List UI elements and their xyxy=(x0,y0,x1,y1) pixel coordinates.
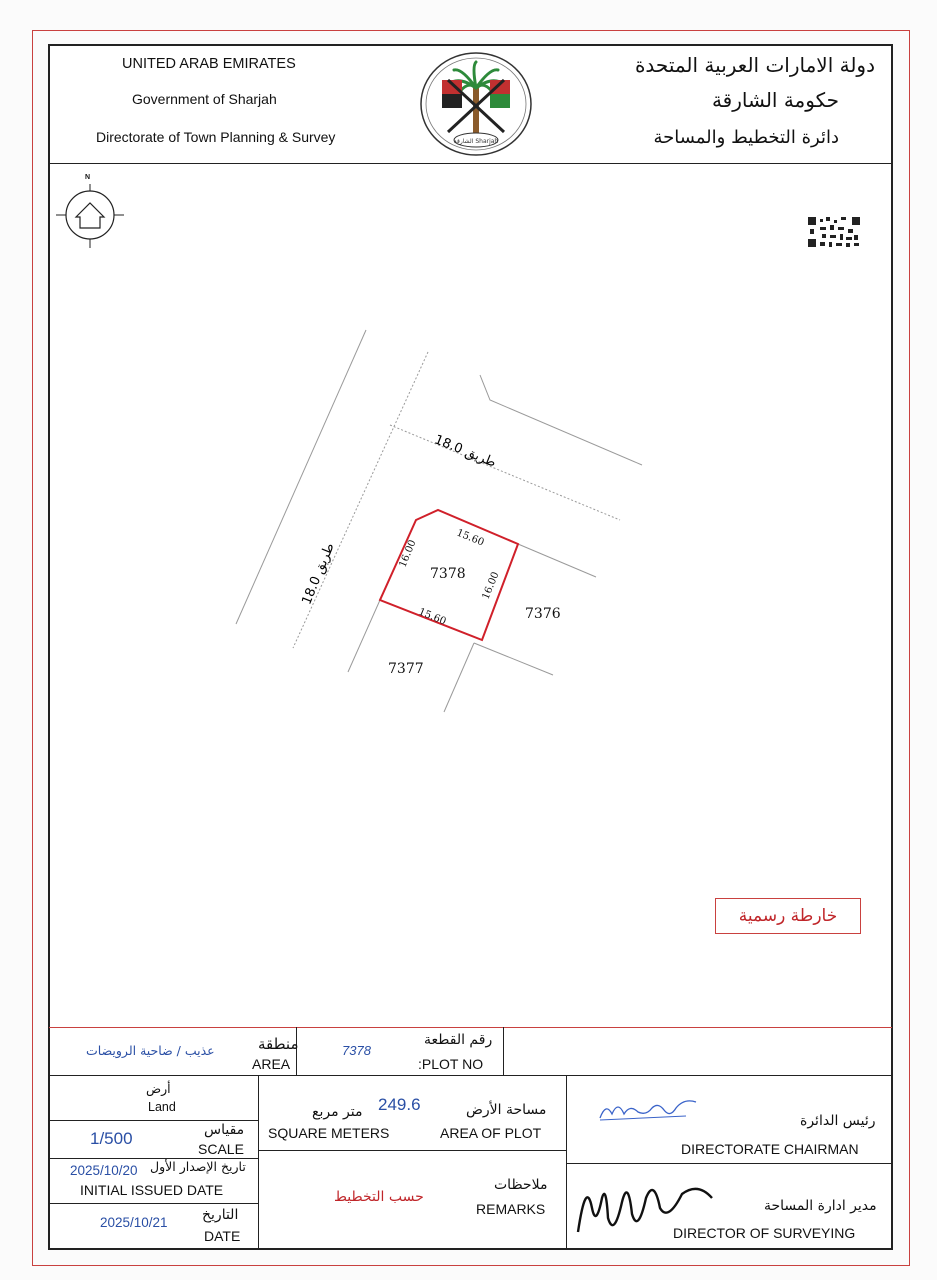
dim-right: 16.00 xyxy=(480,570,502,602)
emblem-text: الشارقة Sharjah xyxy=(453,138,499,145)
header-ar-government: حكومة الشارقة xyxy=(711,88,839,112)
remarks-label-en: REMARKS xyxy=(476,1201,546,1217)
table-top-red-line xyxy=(49,1027,892,1028)
land-type-ar: أرض xyxy=(146,1081,171,1096)
initial-date-value: 2025/10/20 xyxy=(70,1163,138,1178)
road-label-left: طريق 18.0 xyxy=(299,540,338,607)
header-ar-country: دولة الامارات العربية المتحدة xyxy=(634,53,875,77)
chairman-label-ar: رئيس الدائرة xyxy=(800,1113,876,1129)
official-map-stamp: خارطة رسمية xyxy=(715,898,861,934)
road-top-edge-outer xyxy=(480,375,642,465)
plot-no-value: 7378 xyxy=(342,1043,371,1058)
initial-date-label-ar: تاريخ الإصدار الأول xyxy=(150,1159,246,1174)
initial-date-label-en: INITIAL ISSUED DATE xyxy=(80,1182,224,1198)
plot-number-right: 7376 xyxy=(525,606,561,622)
area-of-plot-value: 249.6 xyxy=(378,1095,421,1114)
header-ar-directorate: دائرة التخطيط والمساحة xyxy=(653,127,839,148)
compass-north-label: N xyxy=(85,174,91,181)
sqm-label-en: SQUARE METERS xyxy=(268,1125,390,1141)
plot-no-label-ar: رقم القطعة xyxy=(424,1032,493,1048)
area-of-plot-label-ar: مساحة الأرض xyxy=(466,1102,547,1118)
scale-label-en: SCALE xyxy=(198,1141,244,1157)
date-value: 2025/10/21 xyxy=(100,1215,168,1230)
plot-no-label-en: :PLOT NO xyxy=(418,1056,484,1072)
surveying-label-en: DIRECTOR OF SURVEYING xyxy=(673,1225,856,1241)
area-value: عذيب / ضاحية الرويضات xyxy=(86,1043,215,1058)
road-top-edge-inner xyxy=(390,425,620,520)
dim-top: 15.60 xyxy=(454,527,486,549)
plot-number-bottom: 7377 xyxy=(388,661,424,677)
land-type-en: Land xyxy=(148,1100,176,1114)
header-en-country: UNITED ARAB EMIRATES xyxy=(122,56,296,72)
header-en-directorate: Directorate of Town Planning & Survey xyxy=(96,129,336,145)
chairman-label-en: DIRECTORATE CHAIRMAN xyxy=(681,1141,859,1157)
remarks-value: حسب التخطيط xyxy=(334,1189,424,1205)
dim-bottom: 15.60 xyxy=(416,606,448,628)
remarks-label-ar: ملاحظات xyxy=(494,1177,548,1193)
surveying-label-ar: مدير ادارة المساحة xyxy=(764,1198,877,1214)
area-label-en: AREA xyxy=(252,1056,291,1072)
road-label-top: طريق 18.0 xyxy=(432,432,499,471)
header-en-government: Government of Sharjah xyxy=(132,91,277,107)
chairman-signature-icon xyxy=(596,1094,706,1126)
date-label-ar: التاريخ xyxy=(202,1207,239,1223)
plot-7376-bottom-line xyxy=(474,643,553,675)
plot-number-main: 7378 xyxy=(430,566,466,582)
scale-value: 1/500 xyxy=(90,1129,133,1148)
plot-7376-top-line xyxy=(518,544,596,577)
area-label-ar: منطقة xyxy=(258,1035,299,1053)
plot-7377-left-line xyxy=(348,600,380,672)
area-of-plot-label-en: AREA OF PLOT xyxy=(440,1125,542,1141)
plot-7377-right-line xyxy=(444,643,474,712)
road-left-edge-outer xyxy=(236,330,366,624)
date-label-en: DATE xyxy=(204,1228,241,1244)
scale-label-ar: مقياس xyxy=(204,1122,245,1138)
sqm-label-ar: متر مربع xyxy=(312,1104,363,1120)
dim-left: 16.00 xyxy=(397,538,419,570)
